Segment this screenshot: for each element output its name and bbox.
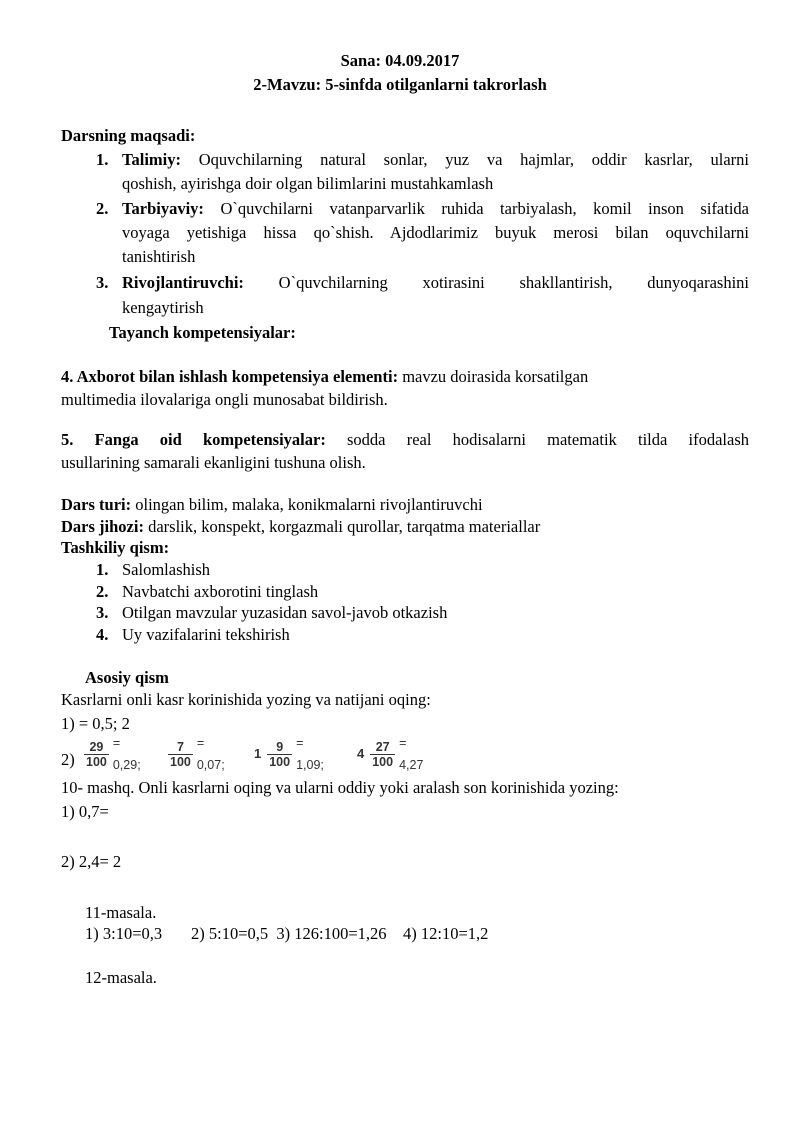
lesson-date: Sana: 04.09.2017 [340, 51, 460, 70]
denominator: 100 [170, 754, 191, 769]
lesson-topic: 2-Mavzu: 5-sinfda otilganlarni takrorlash [253, 75, 547, 94]
org-item-num: 3. [96, 603, 109, 622]
main-task: Kasrlarni onli kasr korinishida yozing va natijani oqing: [61, 690, 431, 709]
whole-part: 4 [357, 746, 365, 761]
goal-label: Tarbiyaviy: [122, 199, 204, 218]
fraction-result: = 0,29; [112, 736, 141, 772]
goal-1-line1 [122, 149, 749, 171]
lesson-equipment-label: Dars jihozi: [61, 517, 144, 536]
org-item [96, 559, 210, 581]
denominator: 100 [86, 754, 107, 769]
org-item-text: Otilgan mavzular yuzasidan savol-javob otkazish [122, 603, 448, 622]
goal-text: O`quvchilarning xotirasini shakllantirish, dunyoqarashini [278, 273, 749, 292]
org-item [96, 624, 290, 646]
goal-num: 2. [96, 199, 109, 218]
org-item-text: Uy vazifalarini tekshirish [122, 625, 290, 644]
goal-2-line3: tanishtirish [122, 247, 196, 266]
lesson-type [61, 494, 483, 516]
fraction-result: = 0,07; [196, 736, 225, 772]
lesson-type-text: olingan bilim, malaka, konikmalarni rivojlantiruvchi [135, 495, 483, 514]
goal-label: Rivojlantiruvchi: [122, 273, 244, 292]
competency-4-line2: multimedia ilovalariga ongli munosabat bildirish. [61, 390, 388, 409]
exercise-10: 10- mashq. Onli kasrlarni oqing va ularni oddiy yoki aralash son korinishida yozing: [61, 778, 619, 797]
lesson-equipment-text: darslik, konspekt, korgazmali qurollar, tarqatma materiallar [148, 517, 541, 536]
exercise-10-item-1: 1) 0,7= [61, 802, 109, 821]
fraction-example [80, 734, 141, 774]
fraction [84, 740, 109, 769]
goal-3-line2: kengaytirish [122, 298, 204, 317]
competency-5-line1 [61, 429, 749, 451]
goal-2-line1 [122, 198, 749, 220]
goal-num: 3. [96, 273, 109, 292]
org-item-text: Salomlashish [122, 560, 211, 579]
org-item [96, 581, 318, 603]
fraction [370, 740, 395, 769]
fraction-result: = 4,27 [399, 736, 424, 772]
masala-11-title: 11-masala. [85, 903, 157, 922]
numerator: 27 [375, 739, 390, 754]
competency-5-line2: usullarining samarali ekanligini tushuna olish. [61, 453, 366, 472]
org-title: Tashkiliy qism: [61, 538, 170, 557]
fraction [168, 740, 193, 769]
goals-title: Darsning maqsadi: [61, 126, 196, 145]
lesson-equipment [61, 516, 540, 538]
org-item-num: 1. [96, 560, 109, 579]
fraction [267, 740, 292, 769]
main-line-2-prefix: 2) [61, 750, 75, 769]
competency-4-label: 4. Axborot bilan ishlash kompetensiya elementi: [61, 367, 399, 386]
main-title: Asosiy qism [85, 668, 169, 687]
fraction-example [357, 734, 423, 774]
goal-label: Talimiy: [122, 150, 181, 169]
goal-num: 1. [96, 150, 109, 169]
competency-5-text: sodda real hodisalarni matematik tilda ifodalash [347, 430, 749, 449]
numerator: 29 [89, 739, 104, 754]
goal-1-line2: qoshish, ayirishga doir olgan bilimlarini mustahkamlash [122, 174, 494, 193]
masala-12-title: 12-masala. [85, 968, 157, 987]
competency-4-line1 [61, 366, 588, 388]
main-line-1: 1) = 0,5; 2 [61, 714, 130, 733]
org-item-num: 4. [96, 625, 109, 644]
goal-text: O`quvchilarni vatanparvarlik ruhida tarbiyalash, komil inson sifatida [220, 199, 749, 218]
fraction-example [164, 734, 225, 774]
org-item-text: Navbatchi axborotini tinglash [122, 582, 319, 601]
competency-5-label: 5. Fanga oid kompetensiyalar: [61, 430, 326, 449]
numerator: 7 [176, 739, 184, 754]
masala-11-answers: 1) 3:10=0,3 2) 5:10=0,5 3) 126:100=1,26 4) 12:10=1,2 [85, 924, 489, 943]
lesson-type-label: Dars turi: [61, 495, 132, 514]
competency-4-text: mavzu doirasida korsatilgan [402, 367, 589, 386]
org-item [96, 602, 447, 624]
numerator: 9 [276, 739, 284, 754]
goal-2-line2: voyaga yetishiga hissa qo`shish. Ajdodlarimiz buyuk merosi bilan oquvchilarni [122, 223, 749, 242]
whole-part: 1 [254, 746, 262, 761]
org-item-num: 2. [96, 582, 109, 601]
goal-item-3 [96, 272, 122, 294]
goal-text: Oquvchilarning natural sonlar, yuz va hajmlar, oddir kasrlar, ularni [198, 150, 750, 169]
fraction-result: = 1,09; [296, 736, 324, 772]
competencies-title: Tayanch kompetensiyalar: [109, 323, 296, 342]
denominator: 100 [269, 754, 291, 769]
fraction-example [254, 734, 324, 774]
exercise-10-item-2: 2) 2,4= 2 [61, 852, 122, 871]
denominator: 100 [372, 754, 394, 769]
goal-item-2 [96, 198, 122, 220]
goal-3-line1 [122, 272, 749, 294]
goal-item-1 [96, 149, 122, 171]
